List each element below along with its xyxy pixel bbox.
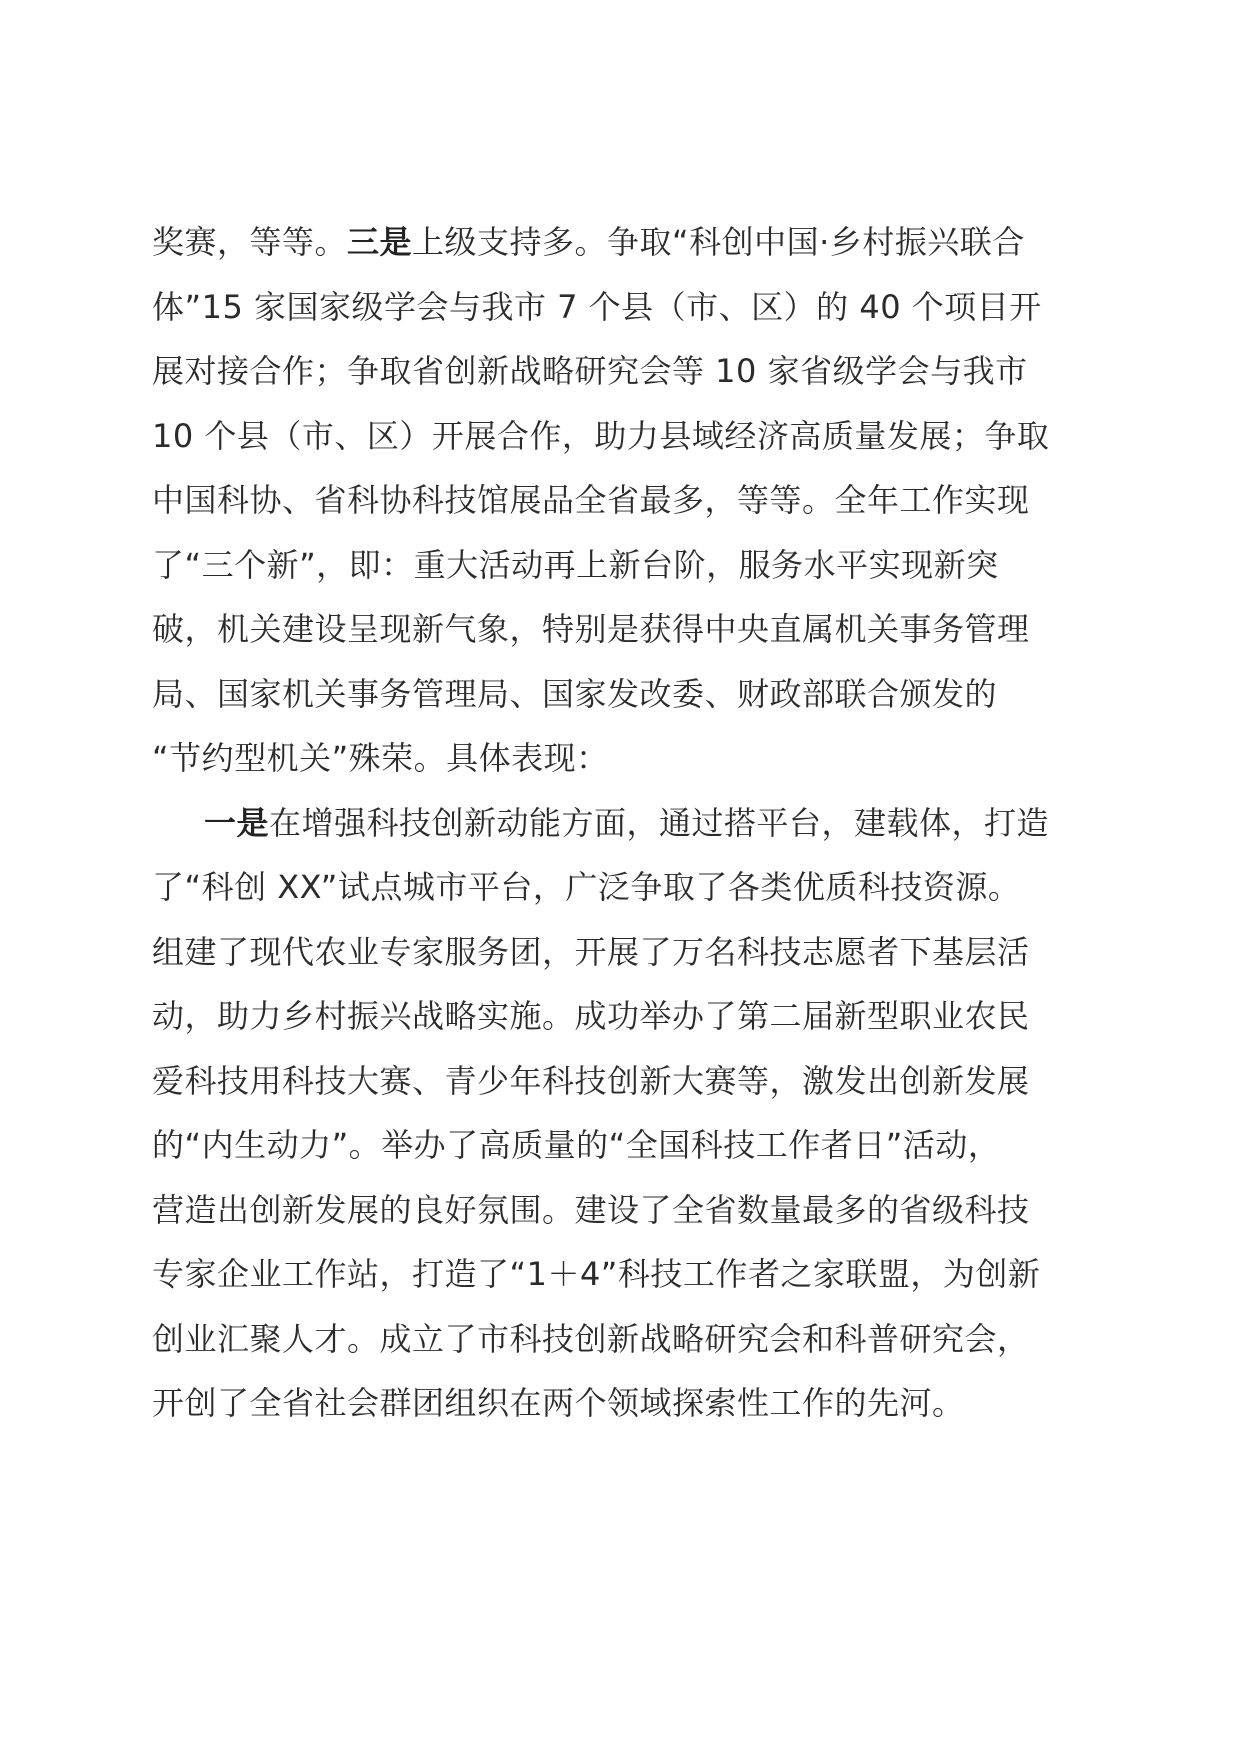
text-line: 营造出创新发展的良好氛围。建设了全省数量最多的省级科技 — [152, 1190, 1030, 1229]
text-line — [152, 791, 1112, 856]
text-line: 爱科技用科技大赛、青少年科技创新大赛等，激发出创新发展 — [152, 1061, 1030, 1100]
text-line: 局、国家机关事务管理局、国家发改委、财政部联合颁发的 — [152, 674, 998, 713]
text-line: 破，机关建设呈现新气象，特别是获得中央直属机关事务管理 — [152, 610, 1030, 648]
text-line: 创业汇聚人才。成立了市科技创新战略研究会和科普研究会， — [152, 1319, 1030, 1358]
text-run: 奖赛，等等。 — [152, 223, 348, 261]
text-run: 在增强科技创新动能方面，通过搭平台，建载体，打造 — [269, 803, 1050, 842]
text-line: 体”15 家国家级学会与我市 7 个县（市、区）的 40 个项目开 — [152, 287, 1042, 326]
text-line: 组建了现代农业专家服务团，开展了万名科技志愿者下基层活 — [152, 932, 1030, 971]
paragraph-2 — [152, 791, 1112, 1436]
text-line: 中国科协、省科协科技馆展品全省最多，等等。全年工作实现 — [152, 481, 1030, 519]
text-line: “节约型机关”殊荣。具体表现： — [152, 739, 609, 777]
text-line: 10 个县（市、区）开展合作，助力县域经济高质量发展；争取 — [152, 416, 1050, 455]
paragraph-1 — [152, 210, 1112, 791]
text-line: 了“三个新”，即：重大活动再上新台阶，服务水平实现新突 — [152, 545, 999, 584]
text-line: 专家企业工作站，打造了“1＋4”科技工作者之家联盟，为创新 — [152, 1255, 1041, 1293]
emphasis-keyword: 一是 — [204, 803, 270, 842]
text-line: 的“内生动力”。举办了高质量的“全国科技工作者日”活动， — [152, 1126, 1001, 1164]
text-run: 上级支持多。争取“科创中国·乡村振兴联合 — [412, 223, 1025, 261]
text-line: 展对接合作；争取省创新战略研究会等 10 家省级学会与我市 — [152, 352, 1028, 390]
emphasis-keyword: 三是 — [347, 223, 413, 261]
text-line: 了“科创 XX”试点城市平台，广泛争取了各类优质科技资源。 — [152, 868, 1021, 906]
text-line — [152, 210, 1112, 275]
text-line: 开创了全省社会群团组织在两个领域探索性工作的先河。 — [152, 1384, 965, 1422]
document-body — [152, 210, 1112, 1436]
text-line: 动，助力乡村振兴战略实施。成功举办了第二届新型职业农民 — [152, 997, 1030, 1035]
